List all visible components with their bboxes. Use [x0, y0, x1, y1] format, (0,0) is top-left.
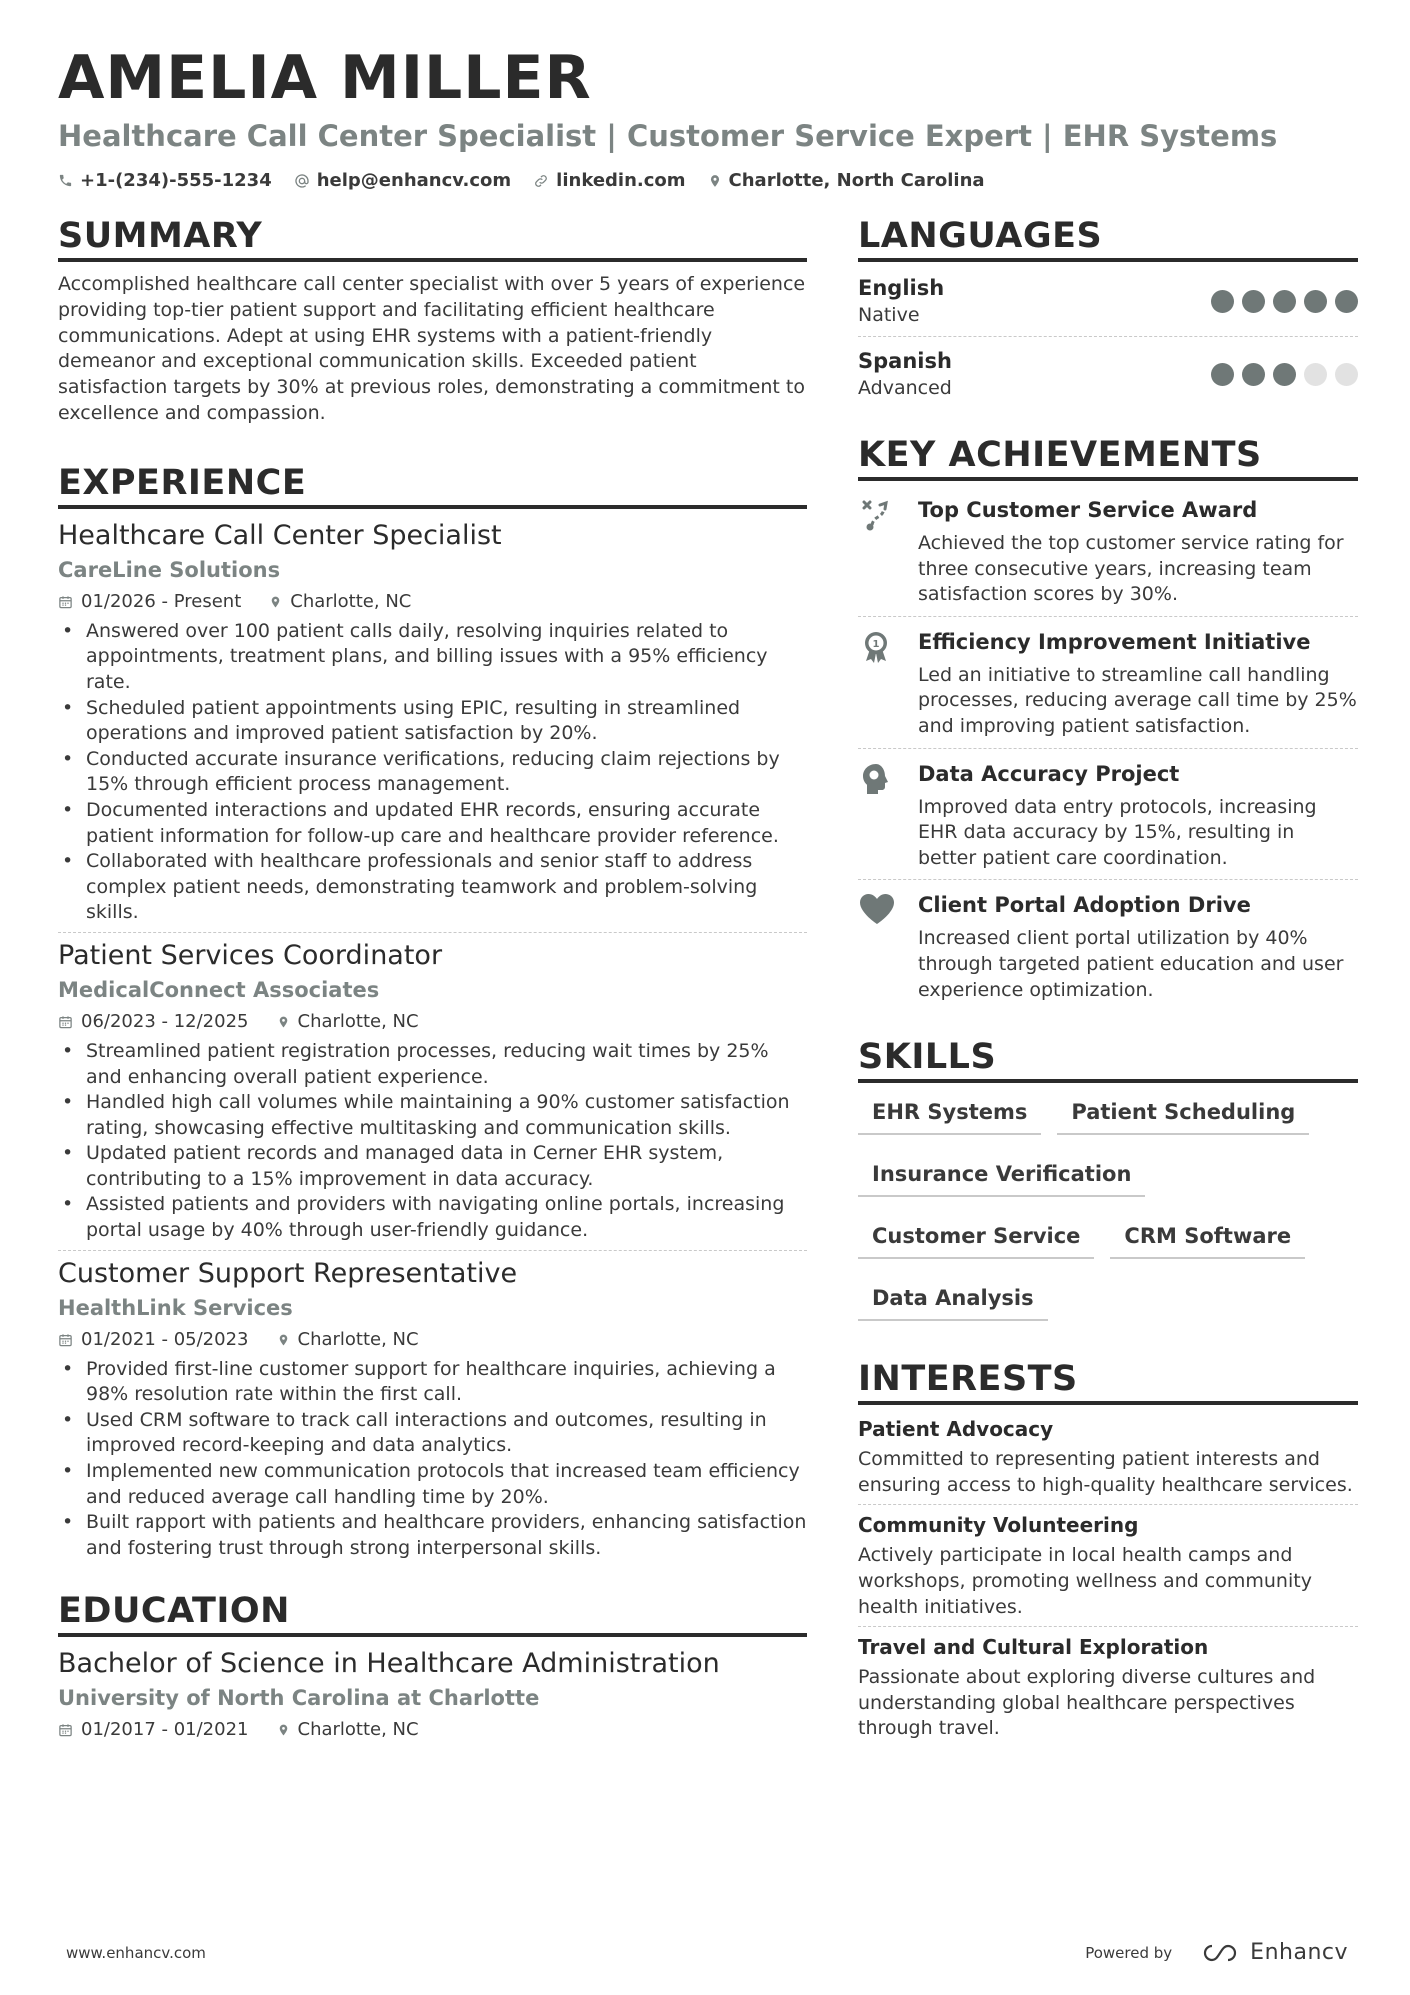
- job-bullet: • Provided first-line customer support for healthcare inquiries, achieving a 98% resolution rate within the first call.: [86, 1357, 807, 1408]
- languages-title: LANGUAGES: [858, 214, 1358, 262]
- interest-item: [858, 1511, 1358, 1627]
- calendar-icon: [58, 1722, 73, 1738]
- skill-tag: CRM Software: [1110, 1217, 1305, 1259]
- rating-dot-filled: [1211, 363, 1234, 386]
- job-bullets: [58, 1357, 807, 1562]
- location-pin-icon: [277, 1014, 290, 1030]
- skill-tag: Insurance Verification: [858, 1155, 1145, 1197]
- rating-dot-filled: [1273, 290, 1296, 313]
- education-title: EDUCATION: [58, 1589, 807, 1637]
- language-level: Advanced: [858, 377, 952, 399]
- summary-text: Accomplished healthcare call center specialist with over 5 years of experience providing top-tier patient support and facilitating efficient healthcare communications. Adept at using EHR systems with a patient-friendly demeanor and exceptional communication skills. Exceeded patient satisfaction targets by 30% at previous roles, demonstrating a commitment to excellence and compassion.: [58, 273, 806, 424]
- achievement-item: [858, 491, 1358, 617]
- divider: [858, 336, 1358, 337]
- job-location: [277, 1009, 419, 1035]
- location-pin-icon: [708, 173, 722, 189]
- candidate-name: AMELIA MILLER: [58, 43, 592, 113]
- link-icon: [533, 173, 549, 189]
- languages-section: [858, 214, 1358, 407]
- job-bullet: • Collaborated with healthcare professionals and senior staff to address complex patient needs, demonstrating teamwork and problem-solving skills.: [86, 849, 807, 926]
- achievement-desc: Improved data entry protocols, increasing EHR data accuracy by 15%, resulting in better patient care coordination.: [918, 795, 1317, 869]
- interest-title: Patient Advocacy: [858, 1417, 1054, 1442]
- location-pin-icon: [277, 1722, 290, 1738]
- interest-desc: Passionate about exploring diverse cultures and understanding global healthcare perspectives through travel.: [858, 1666, 1316, 1740]
- head-icon: [858, 761, 894, 797]
- job-location-text: Charlotte, NC: [297, 1010, 419, 1032]
- education-meta: [58, 1717, 807, 1743]
- experience-entry: [58, 519, 807, 933]
- experience-section: [58, 461, 807, 1568]
- education-dates: [58, 1717, 249, 1743]
- interest-desc: Committed to representing patient interests and ensuring access to high-quality healthcare services.: [858, 1448, 1353, 1496]
- achievement-desc: Increased client portal utilization by 40% through targeted patient education and user experience optimization.: [918, 927, 1344, 1001]
- skills-section: [858, 1035, 1358, 1341]
- job-bullet: • Streamlined patient registration processes, reducing wait times by 25% and enhancing overall patient experience.: [86, 1039, 807, 1090]
- education-location-text: Charlotte, NC: [297, 1719, 419, 1741]
- rating-dot-filled: [1211, 290, 1234, 313]
- experience-entry: [58, 1257, 807, 1568]
- contact-bar: [58, 170, 1358, 191]
- rating-dot-filled: [1304, 290, 1327, 313]
- interests-title: INTERESTS: [858, 1357, 1358, 1405]
- job-dates-text: 06/2023 - 12/2025: [81, 1010, 249, 1032]
- rating-dot-filled: [1335, 290, 1358, 313]
- powered-by-label: Powered by: [1085, 1943, 1173, 1962]
- job-role: Customer Support Representative: [58, 1257, 518, 1289]
- skill-tag: Data Analysis: [858, 1279, 1048, 1321]
- skill-tag: EHR Systems: [858, 1093, 1041, 1135]
- achievement-desc: Achieved the top customer service rating for three consecutive years, increasing team satisfaction scores by 30%.: [918, 532, 1344, 606]
- job-bullet: • Implemented new communication protocols that increased team efficiency and reduced average call handling time by 20%.: [86, 1459, 807, 1510]
- rating-dot-empty: [1335, 363, 1358, 386]
- interest-item: [858, 1415, 1358, 1505]
- brand-name: Enhancv: [1250, 1940, 1348, 1965]
- achievement-title: Data Accuracy Project: [918, 761, 1180, 786]
- job-company: MedicalConnect Associates: [58, 977, 380, 1002]
- summary-title: SUMMARY: [58, 214, 807, 262]
- job-bullet: • Updated patient records and managed data in Cerner EHR system, contributing to a 15% improvement in data accuracy.: [86, 1141, 807, 1192]
- job-dates: [58, 589, 241, 615]
- education-location: [277, 1717, 419, 1743]
- rating-dot-empty: [1304, 363, 1327, 386]
- rating-dot-filled: [1242, 363, 1265, 386]
- linkedin-text: linkedin.com: [556, 170, 686, 191]
- footer: [66, 1940, 1348, 1965]
- job-role: Patient Services Coordinator: [58, 939, 443, 971]
- job-location-text: Charlotte, NC: [297, 1328, 419, 1350]
- interest-desc: Actively participate in local health camps and workshops, promoting wellness and community health initiatives.: [858, 1544, 1312, 1618]
- language-name: English: [858, 276, 945, 300]
- candidate-tagline: Healthcare Call Center Specialist | Customer Service Expert | EHR Systems: [58, 119, 1278, 153]
- svg-text:1: 1: [872, 638, 880, 650]
- experience-entry: [58, 939, 807, 1251]
- right-column: [858, 214, 1358, 1754]
- language-item: [858, 272, 1358, 334]
- skills-title: SKILLS: [858, 1035, 1358, 1083]
- contact-linkedin[interactable]: [533, 170, 685, 191]
- calendar-icon: [58, 594, 73, 610]
- job-bullet: • Scheduled patient appointments using EPIC, resulting in streamlined operations and improved patient satisfaction by 20%.: [86, 696, 807, 747]
- powered-by: [1085, 1940, 1348, 1965]
- job-meta: [58, 1009, 807, 1035]
- education-dates-text: 01/2017 - 01/2021: [81, 1719, 249, 1741]
- calendar-icon: [58, 1014, 73, 1030]
- job-bullet: • Used CRM software to track call interactions and outcomes, resulting in improved record-keeping and data analytics.: [86, 1408, 807, 1459]
- language-rating: [1203, 290, 1358, 313]
- route-icon: [858, 497, 894, 533]
- achievement-title: Client Portal Adoption Drive: [918, 893, 1251, 918]
- job-dates: [58, 1009, 249, 1035]
- job-location-text: Charlotte, NC: [290, 590, 412, 612]
- job-bullet: • Handled high call volumes while maintaining a 90% customer satisfaction rating, showcasing effective multitasking and communication skills.: [86, 1090, 807, 1141]
- job-bullet: • Built rapport with patients and healthcare providers, enhancing satisfaction and fostering trust through strong interpersonal skills.: [86, 1510, 807, 1561]
- resume-header: [58, 40, 1358, 191]
- at-icon: [294, 173, 310, 189]
- job-bullets: [58, 1039, 807, 1244]
- interest-title: Community Volunteering: [858, 1513, 1139, 1538]
- achievement-title: Top Customer Service Award: [918, 498, 1258, 522]
- job-location: [269, 589, 411, 615]
- language-rating: [1203, 363, 1358, 386]
- education-entry: [58, 1647, 807, 1743]
- location-text: Charlotte, North Carolina: [728, 170, 985, 191]
- job-bullet: • Documented interactions and updated EHR records, ensuring accurate patient information for follow-up care and healthcare provider reference.: [86, 798, 807, 849]
- achievement-desc: Led an initiative to streamline call handling processes, reducing average call time by 25% and improving patient satisfaction.: [918, 663, 1357, 737]
- left-column: [58, 214, 807, 1743]
- enhancv-logo-icon: [1198, 1941, 1242, 1965]
- achievements-section: [858, 433, 1358, 1011]
- achievements-title: KEY ACHIEVEMENTS: [858, 433, 1358, 481]
- degree: Bachelor of Science in Healthcare Administration: [58, 1648, 720, 1680]
- job-bullet: • Conducted accurate insurance verifications, reducing claim rejections by 15% through efficient process management.: [86, 747, 807, 798]
- job-dates-text: 01/2021 - 05/2023: [81, 1328, 249, 1350]
- interest-item: [858, 1633, 1358, 1748]
- education-section: [58, 1589, 807, 1743]
- job-meta: [58, 1327, 807, 1353]
- skill-tag: Patient Scheduling: [1057, 1093, 1309, 1135]
- job-bullet: • Answered over 100 patient calls daily, resolving inquiries related to appointments, treatment plans, and billing issues with a 95% efficiency rate.: [86, 619, 807, 696]
- skills-list: [858, 1093, 1358, 1341]
- rating-dot-filled: [1242, 290, 1265, 313]
- job-company: HealthLink Services: [58, 1295, 293, 1320]
- school: University of North Carolina at Charlotte: [58, 1686, 540, 1711]
- brand-logo[interactable]: [1198, 1940, 1348, 1965]
- achievement-item: [858, 755, 1358, 881]
- skill-tag: Customer Service: [858, 1217, 1094, 1259]
- phone-text: +1-(234)-555-1234: [80, 170, 272, 191]
- contact-location: [708, 170, 985, 191]
- job-bullets: [58, 619, 807, 926]
- email-text: help@enhancv.com: [316, 170, 512, 191]
- language-level: Native: [858, 304, 920, 326]
- medal-icon: [858, 629, 894, 665]
- summary-section: [58, 214, 807, 427]
- interests-section: [858, 1357, 1358, 1748]
- contact-phone[interactable]: [58, 170, 272, 191]
- job-meta: [58, 589, 807, 615]
- rating-dot-filled: [1273, 363, 1296, 386]
- job-dates-text: 01/2026 - Present: [81, 590, 242, 612]
- job-role: Healthcare Call Center Specialist: [58, 519, 502, 551]
- achievement-item: [858, 623, 1358, 749]
- job-company: CareLine Solutions: [58, 557, 281, 582]
- location-pin-icon: [269, 594, 282, 610]
- heart-icon: [858, 892, 896, 926]
- calendar-icon: [58, 1332, 73, 1348]
- experience-title: EXPERIENCE: [58, 461, 807, 509]
- job-dates: [58, 1327, 249, 1353]
- job-bullet: • Assisted patients and providers with navigating online portals, increasing portal usage by 40% through user-friendly guidance.: [86, 1192, 807, 1243]
- contact-email[interactable]: [294, 170, 511, 191]
- language-name: Spanish: [858, 349, 952, 373]
- phone-icon: [58, 173, 73, 188]
- interest-title: Travel and Cultural Exploration: [858, 1635, 1209, 1660]
- achievement-title: Efficiency Improvement Initiative: [918, 629, 1311, 654]
- language-item: [858, 345, 1358, 407]
- achievement-item: [858, 886, 1358, 1011]
- footer-website[interactable]: www.enhancv.com: [66, 1943, 206, 1962]
- job-location: [277, 1327, 419, 1353]
- location-pin-icon: [277, 1332, 290, 1348]
